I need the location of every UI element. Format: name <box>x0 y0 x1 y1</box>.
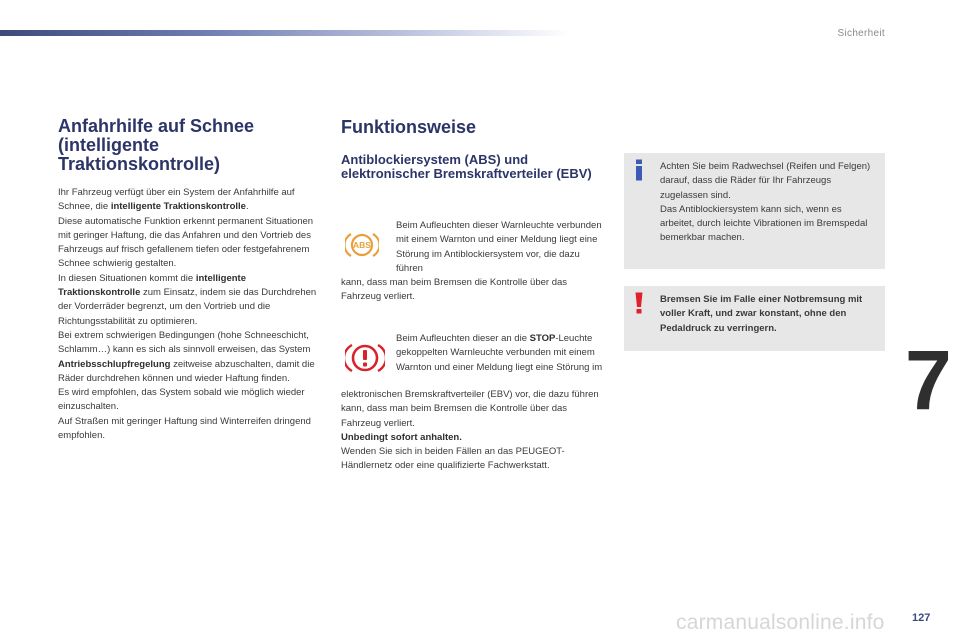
left-paragraph-3 <box>58 272 320 329</box>
abs-icon-label: ABS <box>353 240 371 251</box>
stop-text-part-2-wrap <box>341 388 606 474</box>
watermark: carmanualsonline.info <box>676 611 885 634</box>
warning-box <box>624 286 885 351</box>
left-p1-bold: intelligente Traktionskontrolle <box>110 201 246 213</box>
info-box <box>624 153 885 269</box>
stop-text-cont: -Leuchte gekoppelten Warnleuchte verbunden mit einem Warnton und einer Meldung liegt eine Störung im <box>396 333 603 373</box>
abs-text-part-1: Beim Aufleuchten dieser Warnleuchte verbunden mit einem Warnton und einer Meldung liegt eine Störung im Antiblockiersystem vor, die dazu führen <box>396 220 602 274</box>
stop-urgent-text: Unbedingt sofort anhalten. <box>341 431 462 443</box>
left-p4-bold: Antriebsschlupfregelung <box>58 358 171 370</box>
chapter-number: 7 <box>905 333 952 427</box>
left-p3-end: zum Einsatz, indem sie das Durchdrehen der Vorderräder begrenzt, um den Vortrieb und die Richtungsstabilität zu optimieren. <box>58 287 317 327</box>
left-paragraph-1 <box>58 186 320 215</box>
stop-text-start: Beim Aufleuchten dieser an die <box>396 333 530 344</box>
left-p3-text: In diesen Situationen kommt die <box>58 272 196 284</box>
stop-word: STOP <box>529 333 556 344</box>
left-column <box>58 117 320 443</box>
left-heading: Anfahrhilfe auf Schnee (intelligente Traktionskontrolle) <box>58 116 255 174</box>
abs-subheading: Antiblockiersystem (ABS) und elektronischer Bremskraftverteiler (EBV) <box>341 152 592 181</box>
stop-urgent <box>341 431 606 445</box>
left-paragraph-5: Es wird empfohlen, das System sobald wie möglich wieder einzuschalten. <box>58 387 305 413</box>
page-number: 127 <box>912 612 931 624</box>
left-paragraph-2: Diese automatische Funktion erkennt permanent Situationen mit geringer Haftung, die das Anfahren und den Vortrieb des Fahrzeugs auf frisch gefallenem tiefen oder festgefahrenem Schnee schwierig gestalten. <box>58 215 314 270</box>
brake-warning-icon <box>345 341 385 375</box>
abs-text-part-2: kann, dass man beim Bremsen die Kontrolle über das Fahrzeug verliert. <box>341 277 568 303</box>
left-p3-bold: intelligente Traktionskontrolle <box>58 272 246 299</box>
main-heading: Funktionsweise <box>341 117 477 137</box>
left-p1-end: . <box>245 201 249 213</box>
left-paragraph-4 <box>58 329 320 386</box>
info-text-2: Das Antiblockiersystem kann sich, wenn es arbeitet, durch leichte Vibrationen im Bremspedal bemerkbar machen. <box>660 203 868 244</box>
info-box-text <box>660 160 878 246</box>
header-gradient-bar <box>0 30 570 36</box>
left-paragraph-6: Auf Straßen mit geringer Haftung sind Winterreifen dringend empfohlen. <box>58 415 311 442</box>
stop-text-part-2: elektronischen Bremskraftverteiler (EBV) vor, die dazu führen kann, dass man beim Bremsen die Kontrolle über das Fahrzeug verliert. <box>341 389 599 429</box>
stop-text-part-1 <box>396 332 606 375</box>
main-heading-wrap <box>341 117 611 138</box>
warning-box-text: Bremsen Sie im Falle einer Notbremsung mit voller Kraft, und zwar konstant, ohne den Pedaldruck zu verringern. <box>660 294 863 334</box>
info-text-1: Achten Sie beim Radwechsel (Reifen und Felgen) darauf, dass die Räder für Ihr Fahrzeugs zugelassen sind. <box>660 161 871 201</box>
left-p4-end: zeitweise abzuschalten, damit die Räder durchdrehen können und wieder Haftung finden. <box>58 358 315 384</box>
left-p4-text: Bei extrem schwierigen Bedingungen (hohe Schneeschicht, Schlamm…) kann es sich als sinnvoll erweisen, das System <box>58 329 311 356</box>
abs-warning-icon <box>345 230 379 260</box>
stop-contact: Wenden Sie sich in beiden Fällen an das PEUGEOT-Händlernetz oder eine qualifizierte Fachwerkstatt. <box>341 446 565 472</box>
left-p1-text: Ihr Fahrzeug verfügt über ein System der Anfahrhilfe auf Schnee, die <box>58 187 295 213</box>
info-icon <box>632 159 646 181</box>
section-label: Sicherheit <box>837 28 885 39</box>
exclamation-icon <box>632 292 646 314</box>
